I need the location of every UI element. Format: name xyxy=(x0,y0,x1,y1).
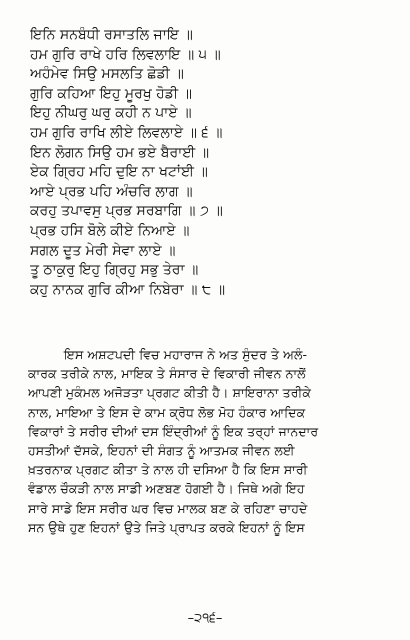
verse-line: ਇਨਿ ਸਨਬੰਧੀ ਰਸਾਤਲਿ ਜਾਇ ॥ xyxy=(30,27,193,43)
commentary-line: ਖ਼ਤਰਨਾਕ ਪ੍ਰਗਟ ਕੀਤਾ ਤੇ ਨਾਲ ਹੀ ਦਸਿਆ ਹੈ ਕਿ ਇਸ ਸਾਰੀ xyxy=(28,462,308,478)
commentary-line: ਸਨ ਉਥੇ ਹੁਣ ਇਹਨਾਂ ਉਤੇ ਜਿਤੇ ਪ੍ਰਾਪਤ ਕਰਕੇ ਇਹਨਾਂ ਨੂੰ ਇਸ xyxy=(28,519,305,535)
verse-line: ਏਕ ਗ੍ਰਿਹ ਮਹਿ ਦੁਇ ਨਾ ਖਟਾਂਈ ॥ xyxy=(30,164,208,181)
commentary-line: ਵੰਡਾਲ ਚੌਕੜੀ ਨਾਲ ਸਾਡੀ ਅਣਬਣ ਹੋਗਈ ਹੈ। ਜਿਥੇ ਅਗੇ ਇਹ xyxy=(28,481,305,497)
verse-block xyxy=(30,26,390,300)
verse-line: ਗੁਰਿ ਕਹਿਆ ਇਹੁ ਮੂਰਖੁ ਹੋਡੀ ॥ xyxy=(30,85,192,102)
verse-line: ਕਹੁ ਨਾਨਕ ਗੁਰਿ ਕੀਆ ਨਿਬੇਰਾ ॥ ੮ ॥ xyxy=(30,281,226,298)
verse-line: ਹਮ ਗੁਰਿ ਰਾਖੇ ਹਰਿ ਲਿਵਲਾਇ ॥ ੫ ॥ xyxy=(30,46,221,63)
commentary-line: ਹਸਤੀਆਂ ਦੱਸਕੇ, ਇਹਨਾਂ ਦੀ ਸੰਗਤ ਨੂੰ ਆਤਮਕ ਜੀਵਨ ਲਈ xyxy=(28,442,295,458)
commentary-line: ਇਸ ਅਸ਼ਟਪਦੀ ਵਿਚ ਮਹਾਰਾਜ ਨੇ ਅਤ ਸੁੰਦਰ ਤੇ ਅਲੰ- xyxy=(64,347,308,362)
verse-line: ਸਗਲ ਦੂਤ ਮੇਰੀ ਸੇਵਾ ਲਾਏ ॥ xyxy=(30,242,176,259)
verse-line: ਹਮ ਗੁਰਿ ਰਾਖਿ ਲੀਏ ਲਿਵਲਾਏ ॥ ੬ ॥ xyxy=(30,124,223,141)
verse-line: ਇਨ ਲੋਗਨ ਸਿਉ ਹਮ ਭਏ ਬੈਰਾਈ ॥ xyxy=(30,144,210,161)
verse-line: ਅਹੰਮੇਵ ਸਿਉ ਮਸਲਤਿ ਛੋਡੀ ॥ xyxy=(30,66,184,83)
verse-line: ਇਹੁ ਨੀਘਰੁ ਘਰੁ ਕਹੀ ਨ ਪਾਏ ॥ xyxy=(30,105,192,122)
commentary-line: ਕਾਰਕ ਤਰੀਕੇ ਨਾਲ, ਮਾਇਕ ਤੇ ਸੰਸਾਰ ਦੇ ਵਿਕਾਰੀ ਜੀਵਨ ਨਾਲੋਂ xyxy=(28,366,306,382)
verse-line: ਕਰਹੁ ਤਪਾਵਸੁ ਪ੍ਰਭ ਸਰਬਾਗਿ ॥ ੭ ॥ xyxy=(30,203,223,220)
commentary-line: ਆਪਣੀ ਮੁਕੰਮਲ ਅਜੋੜਤਾ ਪ੍ਰਗਟ ਕੀਤੀ ਹੈ। ਸ਼ਾਇਰਾਨਾ ਤਰੀਕੇ xyxy=(28,385,311,401)
commentary-line: ਸਾਰੇ ਸਾਡੇ ਇਸ ਸਰੀਰ ਘਰ ਵਿਚ ਮਾਲਕ ਬਣ ਕੇ ਰਹਿਣਾ ਚਾਹਦੇ xyxy=(28,500,308,516)
verse-line: ਆਏ ਪ੍ਰਭ ਪਹਿ ਅੰਚਰਿ ਲਾਗ ॥ xyxy=(30,183,193,200)
verse-line: ਤੂ ਠਾਕੁਰੁ ਇਹੁ ਗ੍ਰਿਹੁ ਸਭੁ ਤੇਰਾ ॥ xyxy=(30,262,199,279)
commentary-line: ਨਾਲ, ਮਾਇਆ ਤੇ ਇਸ ਦੇ ਕਾਮ ਕ੍ਰੋਧ ਲੋਭ ਮੋਹ ਹੰਕਾਰ ਆਦਿਕ xyxy=(28,404,306,420)
page-number: –੨੧੬– xyxy=(187,611,223,626)
commentary-paragraph xyxy=(28,345,390,537)
commentary-line: ਵਿਕਾਰਾਂ ਤੇ ਸਰੀਰ ਦੀਆਂ ਦਸ ਇੰਦ੍ਰੀਆਂ ਨੂੰ ਇਕ ਤਰ੍ਹਾਂ ਜਾਨਦਾਰ xyxy=(28,423,319,439)
verse-line: ਪ੍ਰਭ ਹਸਿ ਬੋਲੇ ਕੀਏ ਨਿਆਏ ॥ xyxy=(30,222,190,239)
